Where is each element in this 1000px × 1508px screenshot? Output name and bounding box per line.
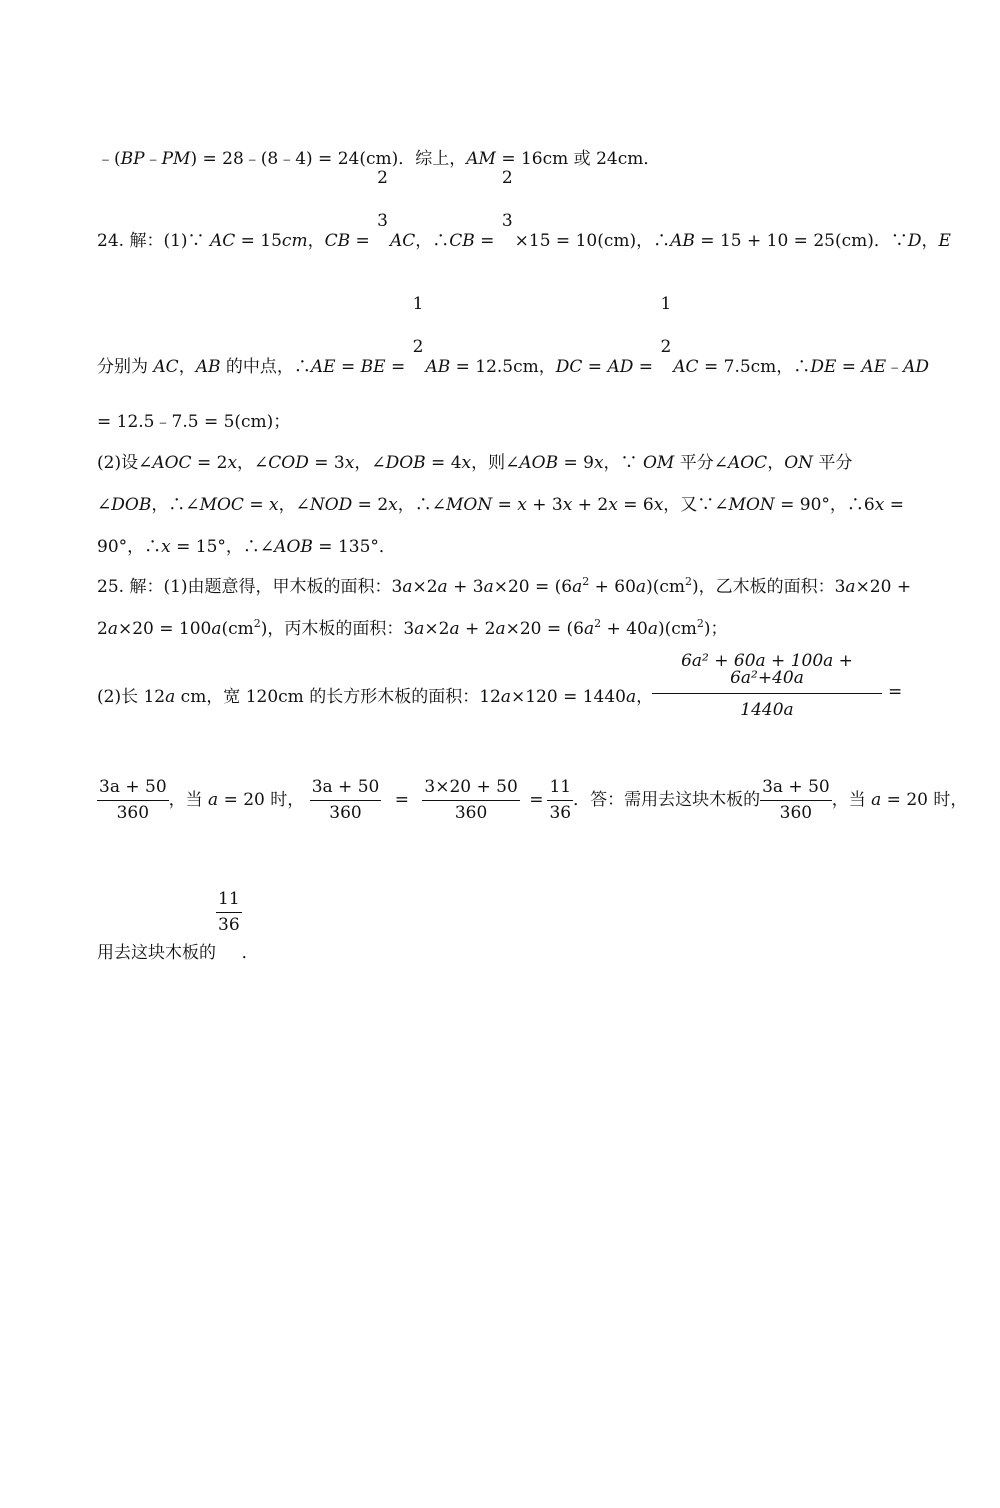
var: x [608, 495, 618, 515]
text-segment: + 60 [589, 577, 636, 597]
text-segment: = 15 [235, 230, 282, 251]
superscript: 2 [253, 617, 261, 630]
equals-sign: = [888, 682, 903, 702]
text-segment: ，当 [168, 790, 209, 810]
text-segment: ×15 = 10(cm)，∴ [514, 230, 671, 251]
fraction-eleven-36 [216, 891, 242, 934]
text-segment: )； [703, 619, 728, 639]
var: MON [446, 495, 493, 515]
text-segment: = [836, 356, 862, 377]
fraction-two-thirds [375, 170, 390, 230]
text-segment: = [633, 356, 659, 377]
text-segment: = 15°，∴∠ [170, 537, 275, 557]
superscript: 2 [582, 575, 590, 588]
text-segment: cm，宽 120cm 的长方形木板的面积：12 [175, 687, 501, 707]
text-segment: 2 [97, 619, 108, 639]
var: x [344, 453, 355, 473]
fraction-two-thirds [500, 170, 515, 230]
text-segment: ， [636, 687, 654, 707]
big-fraction [652, 653, 882, 719]
var: DOB [385, 453, 426, 473]
fraction-denominator: 36 [218, 915, 240, 935]
fraction-denominator: 360 [329, 803, 362, 823]
text-segment: = 20 时， [218, 790, 305, 810]
q25-line-1 [97, 572, 911, 597]
text-segment: = [474, 230, 500, 251]
q24-line-2 [97, 294, 930, 377]
var: a [647, 619, 658, 639]
var: a [572, 577, 583, 597]
var: AC [673, 356, 699, 377]
text-segment: ﹣ [144, 149, 162, 169]
fraction [760, 779, 832, 822]
var: x [874, 495, 885, 515]
var: a [845, 577, 856, 597]
var: AE [861, 356, 887, 377]
text-segment: = [385, 356, 411, 377]
var: x [227, 453, 238, 473]
q25-line-4 [97, 779, 967, 822]
text-segment: ×20 = (6 [493, 577, 573, 597]
var: AC [389, 230, 416, 251]
fraction-denominator: 36 [549, 803, 572, 823]
q24-line-5 [97, 490, 904, 515]
fraction [310, 779, 382, 822]
var: a [437, 577, 448, 597]
text-segment: ×20 = (6 [505, 619, 584, 639]
text-segment: ， [178, 356, 196, 377]
var: CB [449, 230, 475, 251]
var: MON [728, 495, 775, 515]
text-segment: ， [921, 230, 939, 251]
text-segment: = 3 [308, 453, 345, 473]
text-segment: ∠ [97, 495, 112, 515]
fraction-numerator: 3×20 + 50 [422, 779, 519, 801]
var: AOB [519, 453, 559, 473]
text-segment: ， [767, 453, 785, 473]
var: AB [195, 356, 221, 377]
q25-line-2 [97, 614, 728, 639]
text-segment: 的中点，∴ [220, 356, 311, 377]
var: x [388, 495, 398, 515]
q24-line-1 [97, 168, 951, 251]
text-segment: = 7.5cm，∴ [698, 356, 811, 377]
var: CB [324, 230, 351, 251]
var: a [500, 687, 511, 707]
var: a [635, 577, 647, 597]
fraction [97, 779, 169, 822]
var: BE [360, 356, 386, 377]
fraction-denominator: 2 [412, 337, 424, 357]
text-segment: = [582, 356, 608, 377]
text-segment: ，∴ [415, 230, 450, 251]
text-segment: + 40 [601, 619, 648, 639]
text-segment: ， [307, 230, 325, 251]
text-segment: = 12.5cm， [450, 356, 556, 377]
var: AD [903, 356, 930, 377]
var: a [107, 619, 118, 639]
var: a [495, 619, 506, 639]
fraction-denominator: 2 [660, 337, 672, 357]
var: ON [784, 453, 813, 473]
var: DOB [111, 495, 152, 515]
var: OM [642, 453, 675, 473]
fraction-denominator: 360 [779, 803, 813, 823]
fraction-one-half [411, 296, 426, 356]
text-segment: ． [241, 943, 259, 963]
var: E [938, 230, 951, 251]
fraction-denominator: 3 [377, 211, 388, 231]
text-segment: = 2 [191, 453, 228, 473]
text-segment: = 9 [558, 453, 594, 473]
var: cm [281, 230, 308, 251]
fraction-numerator: 2 [377, 168, 388, 188]
fraction-numerator: 1 [660, 294, 672, 314]
text-segment: = [350, 230, 376, 251]
var: a [165, 687, 176, 707]
text-line-1 [97, 144, 660, 169]
text-segment: = 90°，∴6 [774, 495, 875, 515]
q24-line-6 [97, 532, 396, 557]
var: AOB [274, 537, 313, 557]
text-segment: = [884, 495, 904, 515]
var: NOD [309, 495, 353, 515]
var: AOC [152, 453, 192, 473]
text-segment: ×20 = 100 [117, 619, 212, 639]
text-segment: = [492, 495, 518, 515]
var: x [593, 453, 604, 473]
text-segment: = 6 [617, 495, 654, 515]
var-am: AM [466, 149, 496, 169]
fraction-numerator: 3a + 50 [760, 779, 832, 801]
var: AB [670, 230, 695, 251]
text-segment: ．答：需用去这块木板的 [573, 790, 761, 810]
var: MOC [199, 495, 244, 515]
text-segment: )，乙木板的面积：3 [691, 577, 846, 597]
var: x [517, 495, 527, 515]
text-segment: ) = 28﹣(8﹣4) = 24(cm)．综上， [190, 149, 467, 169]
fraction-numerator: 11 [216, 891, 242, 913]
var-pm: PM [161, 149, 191, 169]
text-segment: = 4 [425, 453, 462, 473]
equals-sign: = [394, 790, 409, 810]
text-segment: = 2 [352, 495, 389, 515]
q25-line-5 [97, 889, 259, 963]
equals-sign: = [529, 790, 544, 810]
fraction-denominator: 3 [501, 211, 513, 231]
text-segment: = 20 时， [881, 790, 968, 810]
text-segment: = 16cm 或 24cm． [495, 149, 661, 169]
var: x [268, 495, 279, 515]
text-segment: = [243, 495, 269, 515]
text-segment: 用去这块木板的 [97, 943, 216, 963]
var: DC [555, 356, 583, 377]
text-segment: ，∠ [237, 453, 269, 473]
fraction-denominator: 1440a [740, 700, 794, 720]
fraction-denominator: 360 [454, 803, 488, 823]
fraction-denominator: 360 [116, 803, 150, 823]
fraction-one-half [658, 296, 673, 356]
var: x [461, 453, 472, 473]
var: a [414, 619, 425, 639]
text-segment: ，又∵∠ [663, 495, 729, 515]
text-segment: 平分 [813, 453, 853, 473]
text-segment: (2)设∠ [97, 453, 153, 473]
fraction [422, 779, 519, 822]
text-segment: )(cm [657, 619, 697, 639]
text-segment: ，∵ [603, 453, 643, 473]
question-label: 24. 解：(1)∵ [97, 230, 205, 251]
text-segment: 90°，∴ [97, 537, 162, 557]
fraction-numerator: 6a² + 60a + 100a + 6a²+40a [652, 653, 882, 694]
superscript: 2 [696, 617, 704, 630]
superscript: 2 [594, 617, 602, 630]
text-segment: ×2 [412, 577, 438, 597]
var: x [161, 537, 171, 557]
text-segment: + 3 [526, 495, 563, 515]
var: a [449, 619, 460, 639]
var: a [208, 790, 219, 810]
var: a [583, 619, 595, 639]
text-segment: 25. 解：(1)由题意得，甲木板的面积：3 [97, 577, 403, 597]
text-segment: ，当 [831, 790, 872, 810]
superscript: 2 [684, 575, 692, 588]
text-segment: 分别为 [97, 356, 154, 377]
text-segment: (2)长 12 [97, 687, 166, 707]
q25-line-3 [97, 682, 653, 707]
var: a [871, 790, 882, 810]
text-segment: ×20 + [855, 577, 912, 597]
var: DE [810, 356, 837, 377]
var: COD [268, 453, 309, 473]
text-segment: ×120 = 1440 [510, 687, 626, 707]
fraction [547, 779, 573, 822]
text-segment: ，∠ [278, 495, 310, 515]
var: a [626, 687, 637, 707]
var: x [562, 495, 573, 515]
q24-line-3: = 12.5﹣7.5 = 5(cm)； [97, 412, 291, 432]
var: x [653, 495, 664, 515]
text-segment: ，∴∠ [397, 495, 446, 515]
text-segment: ﹣ [886, 356, 904, 377]
text-segment: ，则∠ [471, 453, 520, 473]
text-segment: = 135°． [312, 537, 396, 557]
text-segment: )，丙木板的面积：3 [260, 619, 415, 639]
fraction-numerator: 3a + 50 [97, 779, 169, 801]
text-segment: ﹣( [97, 149, 121, 169]
text-segment: ×2 [424, 619, 450, 639]
q24-line-4 [97, 448, 852, 473]
text-segment: = 15 + 10 = 25(cm)．∵ [694, 230, 908, 251]
fraction-numerator: 3a + 50 [310, 779, 382, 801]
text-segment: )(cm [646, 577, 685, 597]
var: AD [607, 356, 634, 377]
var: a [402, 577, 413, 597]
text-segment: ，∴∠ [151, 495, 200, 515]
fraction-numerator: 1 [412, 294, 424, 314]
text-segment: ，∠ [354, 453, 386, 473]
var-bp: BP [120, 149, 145, 169]
var: AC [153, 356, 179, 377]
fraction-numerator: 2 [501, 168, 513, 188]
var: AB [425, 356, 451, 377]
var: AE [310, 356, 336, 377]
var: D [907, 230, 922, 251]
text-segment: = [335, 356, 361, 377]
var: AOC [727, 453, 768, 473]
text-segment: + 2 [572, 495, 609, 515]
text-segment: + 2 [459, 619, 496, 639]
text-segment: + 3 [447, 577, 484, 597]
text-segment: (cm [221, 619, 254, 639]
var: a [483, 577, 494, 597]
fraction-numerator: 11 [547, 779, 573, 801]
var: AC [209, 230, 236, 251]
text-segment: 平分∠ [674, 453, 728, 473]
var: a [211, 619, 222, 639]
